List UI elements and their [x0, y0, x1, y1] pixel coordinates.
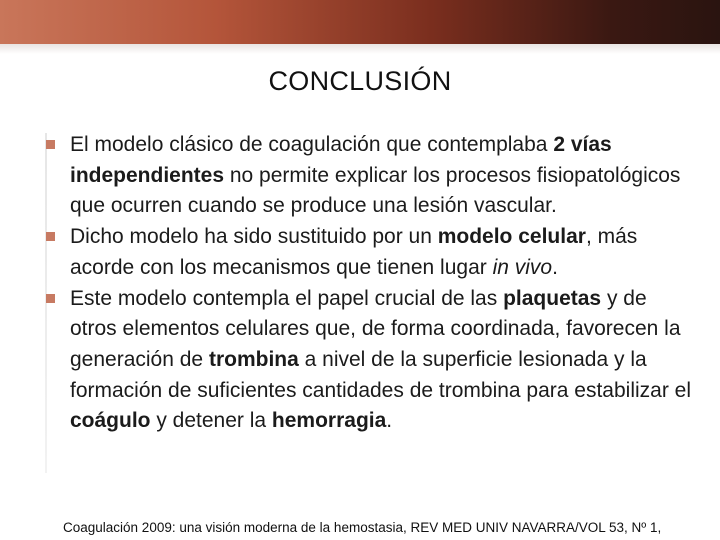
- text-run: Este modelo contempla el papel crucial de las: [70, 286, 504, 310]
- text-run: El modelo clásico de coagulación que contemplaba: [70, 133, 554, 156]
- square-bullet-icon: [46, 294, 55, 303]
- bullet-item: [46, 130, 696, 222]
- bullet-text: [70, 287, 691, 433]
- bullet-text: [70, 133, 680, 217]
- text-run: y de otros elementos celulares que, de forma coordinada, favorecen la generación de: [70, 286, 681, 371]
- header-shadow: [0, 44, 720, 54]
- bullet-text: [70, 225, 637, 279]
- text-run: y detener la: [150, 409, 272, 433]
- citation-text: Coagulación 2009: una visión moderna de la hemostasia, REV MED UNIV NAVARRA/VOL 53, Nº 1,: [63, 520, 662, 535]
- square-bullet-icon: [46, 232, 55, 241]
- bullet-list: [46, 130, 696, 437]
- text-run: Dicho modelo ha sido sustituido por un: [70, 225, 438, 249]
- slide-title-text: CONCLUSIÓN: [268, 66, 452, 96]
- bold-term: plaquetas: [503, 286, 602, 310]
- bold-term: hemorragia: [271, 409, 387, 433]
- text-run: .: [552, 255, 558, 279]
- bold-term: trombina: [208, 347, 299, 371]
- text-run: .: [386, 409, 393, 433]
- text-run: , más acorde con los mecanismos que tienen lugar: [70, 225, 638, 279]
- square-bullet-icon: [46, 140, 55, 149]
- bold-term: 2 vías: [553, 133, 612, 156]
- bold-term: coágulo: [70, 409, 151, 433]
- header-band: [0, 0, 720, 44]
- bold-term: independientes: [70, 163, 225, 187]
- text-run: a nivel de la superficie lesionada y la formación de suficientes cantidades de trombina para estabilizar el: [70, 347, 692, 402]
- bullet-item: [46, 222, 696, 283]
- text-run: no permite explicar los procesos fisiopatológicos que ocurren cuando se produce una lesión vascular.: [70, 163, 681, 218]
- italic-term: in vivo: [492, 255, 553, 279]
- bold-term: modelo celular: [437, 225, 586, 249]
- bullet-item: [46, 284, 696, 438]
- slide-title: [0, 66, 720, 97]
